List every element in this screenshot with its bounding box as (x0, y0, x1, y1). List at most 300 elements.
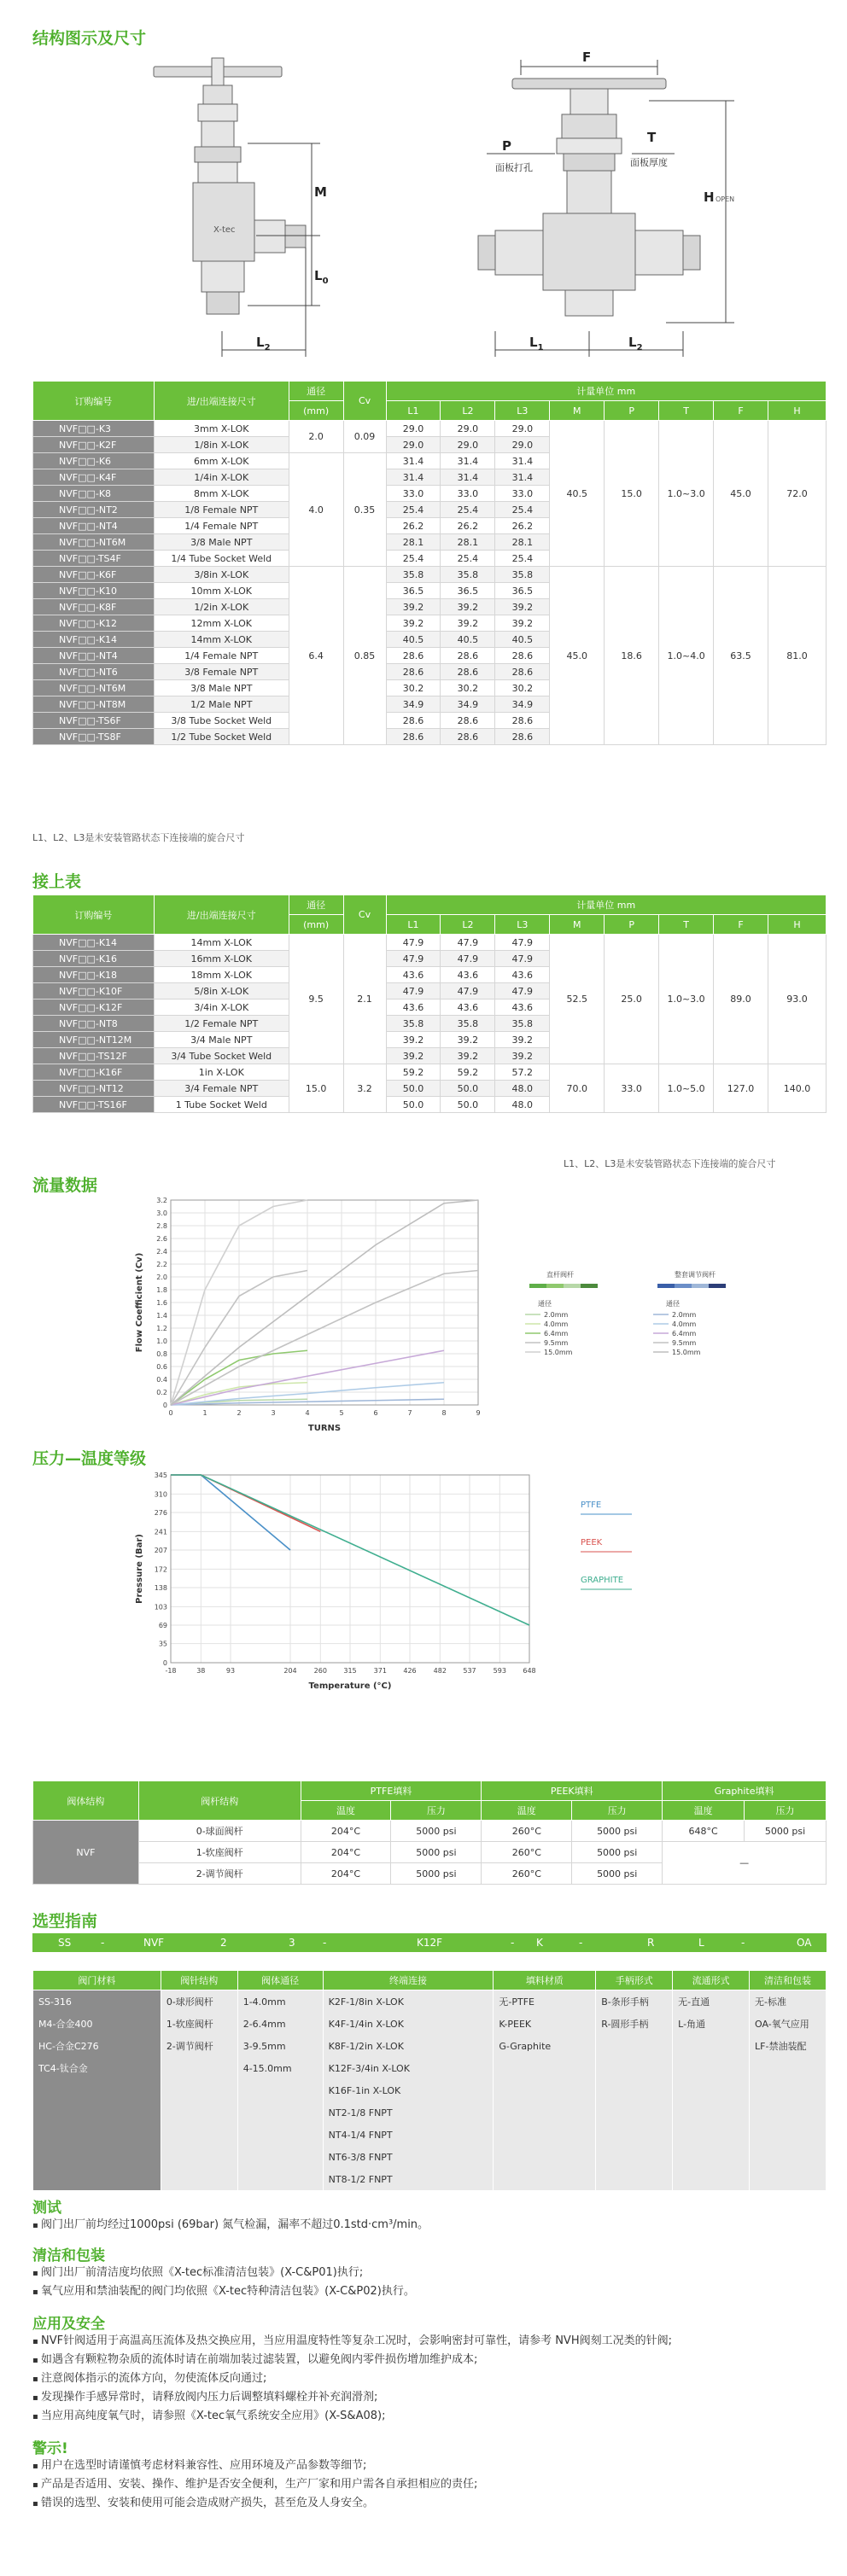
cell-conn: 3/8 Tube Socket Weld (154, 713, 289, 729)
selection-row (33, 2035, 827, 2057)
cell-conn: 1 Tube Socket Weld (154, 1097, 289, 1113)
dim-label-l2: L (256, 335, 265, 350)
cell-p: 25.0 (605, 935, 659, 1064)
text-line: ▪ 如遇含有颗粒物杂质的流体时请在前端加装过滤装置，以避免阀内零件损伤增加维护成本; (32, 2351, 827, 2369)
cell-l2: 28.6 (441, 664, 495, 680)
selection-code-bar (32, 1933, 827, 1952)
rating-cell-t1: 204°C (301, 1863, 391, 1885)
cell-bore: 6.4 (289, 567, 343, 745)
cell-code: NVF□□-K8F (33, 599, 155, 615)
cell-l1: 39.2 (386, 1048, 441, 1064)
section-title-clean: 清洁和包装 (32, 2247, 105, 2264)
th2-cv: Cv (343, 895, 386, 935)
cell-l3: 28.6 (495, 713, 550, 729)
cell-l2: 39.2 (441, 599, 495, 615)
legend-label: 15.0mm (544, 1349, 573, 1356)
rating-cell-na: — (663, 1842, 827, 1885)
cell-code: NVF□□-TS8F (33, 729, 155, 745)
table-row (33, 1821, 827, 1842)
cell-h: 140.0 (768, 1064, 827, 1113)
table-row (33, 1064, 827, 1081)
test-text (32, 2216, 827, 2235)
cell-conn: 1/2 Male NPT (154, 696, 289, 713)
section-title-flow: 流量数据 (32, 1176, 98, 1195)
cell-l3: 36.5 (495, 583, 550, 599)
cell-l1: 43.6 (386, 967, 441, 983)
cell-code: NVF□□-K16 (33, 951, 155, 967)
svg-text:L0 (314, 268, 329, 286)
selection-cell-end: K8F-1/2in X-LOK (323, 2035, 494, 2057)
text-line: ▪ 氧气应用和禁油装配的阀门均依照《X-tec特种清洁包装》(X-C&P02)执行。 (32, 2282, 827, 2301)
x-tick-label: 3 (271, 1409, 276, 1417)
selection-header: 手柄形式 (596, 1971, 673, 1990)
cell-l2: 30.2 (441, 680, 495, 696)
cell-l3: 48.0 (495, 1081, 550, 1097)
selection-cell-bore: 2-6.4mm (237, 2013, 323, 2035)
legend-swatch (657, 1284, 675, 1288)
cell-t: 1.0~3.0 (659, 421, 714, 567)
x-tick-label: 9 (476, 1409, 481, 1417)
cell-code: NVF□□-NT4 (33, 648, 155, 664)
selection-cell-end: K4F-1/4in X-LOK (323, 2013, 494, 2035)
th-h: H (768, 401, 827, 421)
cell-t: 1.0~5.0 (659, 1064, 714, 1113)
text-line: ▪ 当应用高纯度氧气时，请参照《X-tec氧气系统安全应用》(X-S&A08); (32, 2407, 827, 2426)
cell-l3: 40.5 (495, 632, 550, 648)
table-row (33, 935, 827, 951)
cell-cv: 0.09 (343, 421, 386, 453)
dim-label-h: H (704, 189, 715, 205)
selection-cell-material: SS-316 (33, 1990, 161, 2014)
label-panel-hole: 面板打孔 (495, 162, 533, 173)
y-tick-label: 2.4 (156, 1248, 167, 1256)
cell-f: 89.0 (714, 935, 768, 1064)
selection-cell-end: K12F-3/4in X-LOK (323, 2057, 494, 2079)
th-cv: Cv (343, 382, 386, 421)
rating-cell-t2: 260°C (482, 1821, 572, 1842)
rating-cell-p2: 5000 psi (572, 1842, 663, 1863)
cell-h: 72.0 (768, 421, 827, 567)
cell-l3: 35.8 (495, 1016, 550, 1032)
clean-text (32, 2264, 827, 2301)
y-tick-label: 345 (154, 1472, 167, 1479)
cell-l1: 25.4 (386, 502, 441, 518)
pt-legend-label: PEEK (581, 1538, 603, 1547)
text-line: ▪ 产品是否适用、安装、操作、维护是否安全便利，生产厂家和用户需各自承担相应的责任; (32, 2475, 827, 2494)
legend-label: 9.5mm (544, 1339, 569, 1347)
selection-table (32, 1970, 827, 2190)
cell-conn: 1/4 Tube Socket Weld (154, 551, 289, 567)
dim-label-l2b-sub: 2 (636, 343, 643, 353)
legend-group-straight: 直杆阀杆 (546, 1271, 574, 1279)
selection-cell-flow: L-角通 (673, 2013, 750, 2035)
rating-h-ptfe: PTFE填料 (301, 1781, 482, 1801)
cell-l3: 33.0 (495, 486, 550, 502)
cell-conn: 3/8 Male NPT (154, 680, 289, 696)
x-tick-label: 371 (373, 1667, 387, 1675)
x-tick-label: 6 (373, 1409, 378, 1417)
cell-l1: 28.6 (386, 713, 441, 729)
cell-f: 63.5 (714, 567, 768, 745)
table-row (33, 567, 827, 583)
y-tick-label: 1.2 (156, 1325, 167, 1332)
cell-code: NVF□□-K18 (33, 967, 155, 983)
svg-text:L2 (628, 335, 643, 353)
rating-h-temp1: 温度 (301, 1801, 391, 1821)
x-tick-label: 0 (168, 1409, 173, 1417)
selection-cell-pack (494, 2124, 596, 2146)
selection-cell-end: NT2-1/8 FNPT (323, 2101, 494, 2124)
cell-p: 15.0 (605, 421, 659, 567)
cell-l2: 25.4 (441, 502, 495, 518)
series-line (171, 1271, 478, 1406)
rating-h-temp2: 温度 (482, 1801, 572, 1821)
cell-l2: 28.1 (441, 534, 495, 551)
selection-cell-clean: 无-标准 (750, 1990, 827, 2014)
cell-conn: 16mm X-LOK (154, 951, 289, 967)
x-tick-label: -18 (165, 1667, 177, 1675)
selection-cell-pack (494, 2168, 596, 2190)
series-line (171, 1475, 320, 1531)
y-tick-label: 241 (154, 1528, 167, 1536)
x-tick-label: 482 (433, 1667, 447, 1675)
cell-l2: 34.9 (441, 696, 495, 713)
selection-cell-bore (237, 2079, 323, 2101)
cell-l1: 31.4 (386, 453, 441, 469)
y-tick-label: 35 (158, 1640, 167, 1648)
cell-conn: 3/8 Male NPT (154, 534, 289, 551)
rating-cell-stem: 1-软座阀杆 (138, 1842, 301, 1863)
cell-l2: 28.6 (441, 713, 495, 729)
selection-row (33, 2079, 827, 2101)
rating-h-struct: 阀体结构 (33, 1781, 139, 1821)
cell-conn: 1/2 Tube Socket Weld (154, 729, 289, 745)
selection-cell-pack (494, 2101, 596, 2124)
selection-header: 阀门材料 (33, 1971, 161, 1990)
cell-cv: 0.35 (343, 453, 386, 567)
y-tick-label: 207 (154, 1547, 167, 1554)
cell-conn: 3/8in X-LOK (154, 567, 289, 583)
cell-code: NVF□□-TS12F (33, 1048, 155, 1064)
selection-cell-clean (750, 2057, 827, 2079)
y-tick-label: 0.2 (156, 1389, 167, 1396)
code-segment: - (101, 1937, 105, 1949)
selection-cell-material (33, 2146, 161, 2168)
cell-l3: 28.6 (495, 729, 550, 745)
y-tick-label: 138 (154, 1584, 167, 1592)
cell-conn: 14mm X-LOK (154, 935, 289, 951)
y-axis-label: Flow Coefficient (Cv) (135, 1252, 144, 1353)
selection-cell-flow (673, 2168, 750, 2190)
text-line: ▪ 阀门出厂前清洁度均依照《X-tec标准清洁包装》(X-C&P01)执行; (32, 2264, 827, 2282)
legend-swatch (529, 1284, 546, 1288)
selection-cell-pack: 无-PTFE (494, 1990, 596, 2014)
cell-code: NVF□□-K4F (33, 469, 155, 486)
cell-l3: 28.6 (495, 664, 550, 680)
cell-conn: 12mm X-LOK (154, 615, 289, 632)
selection-cell-material (33, 2168, 161, 2190)
y-tick-label: 69 (158, 1622, 167, 1629)
selection-cell-material (33, 2124, 161, 2146)
cell-l3: 43.6 (495, 967, 550, 983)
cell-code: NVF□□-NT4 (33, 518, 155, 534)
cell-l1: 50.0 (386, 1097, 441, 1113)
pt-legend-label: GRAPHITE (581, 1576, 624, 1585)
cell-code: NVF□□-K3 (33, 421, 155, 437)
selection-cell-handle (596, 2124, 673, 2146)
legend-group-adjust: 整套调节阀杆 (675, 1271, 716, 1279)
rating-body: NVF (33, 1821, 139, 1885)
cell-l3: 39.2 (495, 599, 550, 615)
th2-p: P (605, 915, 659, 935)
selection-cell-flow (673, 2035, 750, 2057)
selection-cell-handle (596, 2035, 673, 2057)
selection-cell-bore: 4-15.0mm (237, 2057, 323, 2079)
cell-conn: 1/2in X-LOK (154, 599, 289, 615)
cell-m: 52.5 (550, 935, 605, 1064)
pressure-temperature-chart (120, 1466, 546, 1714)
cell-t: 1.0~4.0 (659, 567, 714, 745)
cell-l1: 29.0 (386, 437, 441, 453)
section-title-selection: 选型指南 (32, 1912, 98, 1931)
selection-cell-pack (494, 2057, 596, 2079)
x-tick-label: 7 (407, 1409, 412, 1417)
legend-label: 15.0mm (672, 1349, 701, 1356)
legend-label: 2.0mm (544, 1311, 569, 1319)
rating-cell-stem: 0-球面阀杆 (138, 1821, 301, 1842)
th2-m: M (550, 915, 605, 935)
cell-conn: 1/4 Female NPT (154, 518, 289, 534)
cell-l2: 39.2 (441, 1032, 495, 1048)
selection-cell-handle (596, 2168, 673, 2190)
legend-label: 9.5mm (672, 1339, 697, 1347)
cell-l1: 25.4 (386, 551, 441, 567)
y-tick-label: 103 (154, 1603, 167, 1611)
cell-l1: 28.6 (386, 664, 441, 680)
cell-l2: 31.4 (441, 453, 495, 469)
dim-label-f: F (582, 50, 592, 65)
text-line: ▪ 阀门出厂前均经过1000psi (69bar) 氮气检漏，漏率不超过0.1std·cm³/min。 (32, 2216, 827, 2235)
valve-drawing-front (120, 50, 376, 365)
legend-label: 4.0mm (672, 1320, 697, 1328)
selection-row (33, 2057, 827, 2079)
rating-cell-p1: 5000 psi (391, 1842, 482, 1863)
rating-cell-p3: 5000 psi (745, 1821, 827, 1842)
cell-l1: 28.1 (386, 534, 441, 551)
y-tick-label: 1.6 (156, 1299, 167, 1307)
selection-cell-stem (161, 2124, 237, 2146)
th2-bore-unit: (mm) (289, 915, 343, 935)
cell-l2: 36.5 (441, 583, 495, 599)
cell-conn: 1in X-LOK (154, 1064, 289, 1081)
x-tick-label: 4 (305, 1409, 310, 1417)
selection-cell-flow (673, 2146, 750, 2168)
y-tick-label: 0.4 (156, 1376, 167, 1384)
rating-cell-t2: 260°C (482, 1863, 572, 1885)
y-tick-label: 1.8 (156, 1286, 167, 1294)
spec-table-1 (32, 381, 827, 745)
code-segment: K12F (417, 1937, 443, 1949)
selection-row (33, 2101, 827, 2124)
cell-conn: 1/4 Female NPT (154, 648, 289, 664)
svg-text:L2 (256, 335, 271, 353)
th-bore: 通径 (289, 382, 343, 401)
cell-l1: 34.9 (386, 696, 441, 713)
th2-bore: 通径 (289, 895, 343, 915)
cell-l1: 47.9 (386, 983, 441, 1000)
selection-row (33, 2124, 827, 2146)
label-panel-thickness: 面板厚度 (630, 157, 668, 168)
svg-text:X-tec: X-tec (213, 225, 236, 235)
text-line: ▪ 用户在选型时请谨慎考虑材料兼容性、应用环境及产品参数等细节; (32, 2457, 827, 2475)
legend-swatch (692, 1284, 709, 1288)
section-title-structure: 结构图示及尺寸 (32, 29, 147, 48)
x-tick-label: 315 (343, 1667, 357, 1675)
x-tick-label: 204 (283, 1667, 297, 1675)
code-segment: - (741, 1937, 745, 1949)
y-tick-label: 0 (162, 1659, 167, 1667)
th-f: F (714, 401, 768, 421)
x-tick-label: 593 (493, 1667, 506, 1675)
selection-cell-clean (750, 2146, 827, 2168)
th2-l3: L3 (495, 915, 550, 935)
x-tick-label: 537 (463, 1667, 476, 1675)
dim-label-t: T (647, 130, 657, 145)
cell-l1: 47.9 (386, 935, 441, 951)
legend-swatch (709, 1284, 726, 1288)
cell-l3: 47.9 (495, 951, 550, 967)
cell-l3: 39.2 (495, 1048, 550, 1064)
valve-drawing-side (461, 50, 743, 365)
cell-code: NVF□□-TS4F (33, 551, 155, 567)
table1-note: L1、L2、L3是未安装管路状态下连接端的旋合尺寸 (32, 832, 245, 843)
cell-l3: 29.0 (495, 437, 550, 453)
selection-cell-handle (596, 2101, 673, 2124)
cell-code: NVF□□-NT6 (33, 664, 155, 680)
cell-code: NVF□□-NT8 (33, 1016, 155, 1032)
flow-chart (120, 1192, 495, 1439)
cell-l2: 50.0 (441, 1097, 495, 1113)
cell-conn: 3/8 Female NPT (154, 664, 289, 680)
legend-swatch (675, 1284, 692, 1288)
selection-cell-stem (161, 2057, 237, 2079)
cell-conn: 6mm X-LOK (154, 453, 289, 469)
selection-cell-stem (161, 2079, 237, 2101)
cell-l3: 25.4 (495, 551, 550, 567)
cell-conn: 3/4 Male NPT (154, 1032, 289, 1048)
table-row (33, 1842, 827, 1863)
selection-cell-flow (673, 2101, 750, 2124)
cell-l2: 29.0 (441, 421, 495, 437)
selection-header: 清洁和包装 (750, 1971, 827, 1990)
cell-l1: 40.5 (386, 632, 441, 648)
cell-conn: 1/4in X-LOK (154, 469, 289, 486)
cell-h: 81.0 (768, 567, 827, 745)
selection-cell-clean: OA-氧气应用 (750, 2013, 827, 2035)
rating-table (32, 1780, 827, 1885)
selection-cell-flow (673, 2124, 750, 2146)
selection-cell-bore (237, 2101, 323, 2124)
cell-p: 33.0 (605, 1064, 659, 1113)
cell-l2: 40.5 (441, 632, 495, 648)
selection-header: 阀体通径 (237, 1971, 323, 1990)
code-segment: - (323, 1937, 327, 1949)
cell-l1: 28.6 (386, 648, 441, 664)
selection-cell-clean (750, 2079, 827, 2101)
x-axis-label: Temperature (°C) (308, 1681, 392, 1691)
cell-l2: 43.6 (441, 1000, 495, 1016)
text-line: ▪ NVF针阀适用于高温高压流体及热交换应用，当应用温度特性等复杂工况时，会影响密封可靠性，请参考 NVH阀刻工况类的针阀; (32, 2332, 827, 2351)
selection-cell-handle: R-圆形手柄 (596, 2013, 673, 2035)
th-m: M (550, 401, 605, 421)
cell-l2: 39.2 (441, 1048, 495, 1064)
pt-legend-label: PTFE (581, 1501, 602, 1510)
code-segment: 2 (220, 1937, 227, 1949)
selection-cell-handle (596, 2146, 673, 2168)
legend-title-left: 通径 (538, 1300, 552, 1308)
cell-l2: 33.0 (441, 486, 495, 502)
app-text (32, 2332, 827, 2426)
cell-code: NVF□□-K12F (33, 1000, 155, 1016)
rating-h-peek: PEEK填料 (482, 1781, 663, 1801)
cell-l1: 35.8 (386, 567, 441, 583)
cell-conn: 8mm X-LOK (154, 486, 289, 502)
dim-label-l0-sub: 0 (322, 277, 329, 286)
legend-swatch (546, 1284, 564, 1288)
selection-cell-handle (596, 2057, 673, 2079)
cell-code: NVF□□-NT12M (33, 1032, 155, 1048)
flow-legend (521, 1268, 777, 1396)
dim-label-l2-sub: 2 (264, 343, 271, 353)
cell-l2: 29.0 (441, 437, 495, 453)
rating-cell-t2: 260°C (482, 1842, 572, 1863)
table2-note: L1、L2、L3是未安装管路状态下连接端的旋合尺寸 (564, 1158, 776, 1169)
th-l1: L1 (386, 401, 441, 421)
th2-conn: 进/出端连接尺寸 (154, 895, 289, 935)
cell-code: NVF□□-NT12 (33, 1081, 155, 1097)
selection-row (33, 2146, 827, 2168)
y-tick-label: 3.0 (156, 1209, 167, 1217)
cell-conn: 3mm X-LOK (154, 421, 289, 437)
cell-t: 1.0~3.0 (659, 935, 714, 1064)
cell-l2: 26.2 (441, 518, 495, 534)
selection-cell-stem: 1-软座阀杆 (161, 2013, 237, 2035)
cell-conn: 14mm X-LOK (154, 632, 289, 648)
cell-l1: 33.0 (386, 486, 441, 502)
selection-cell-handle (596, 2079, 673, 2101)
code-segment: - (511, 1937, 515, 1949)
cell-conn: 1/8in X-LOK (154, 437, 289, 453)
legend-swatch (581, 1284, 598, 1288)
selection-header: 阀针结构 (161, 1971, 237, 1990)
cell-l2: 50.0 (441, 1081, 495, 1097)
cell-l1: 39.2 (386, 1032, 441, 1048)
th2-t: T (659, 915, 714, 935)
selection-row (33, 2013, 827, 2035)
selection-cell-stem (161, 2168, 237, 2190)
cell-l1: 47.9 (386, 951, 441, 967)
selection-cell-bore (237, 2168, 323, 2190)
cell-l1: 36.5 (386, 583, 441, 599)
selection-cell-material (33, 2079, 161, 2101)
cell-conn: 3/4 Female NPT (154, 1081, 289, 1097)
section-title-warn: 警示! (32, 2440, 68, 2457)
x-tick-label: 648 (523, 1667, 536, 1675)
dim-label-l0: L (314, 268, 323, 283)
cell-l3: 30.2 (495, 680, 550, 696)
cell-m: 40.5 (550, 421, 605, 567)
warn-text (32, 2457, 827, 2513)
